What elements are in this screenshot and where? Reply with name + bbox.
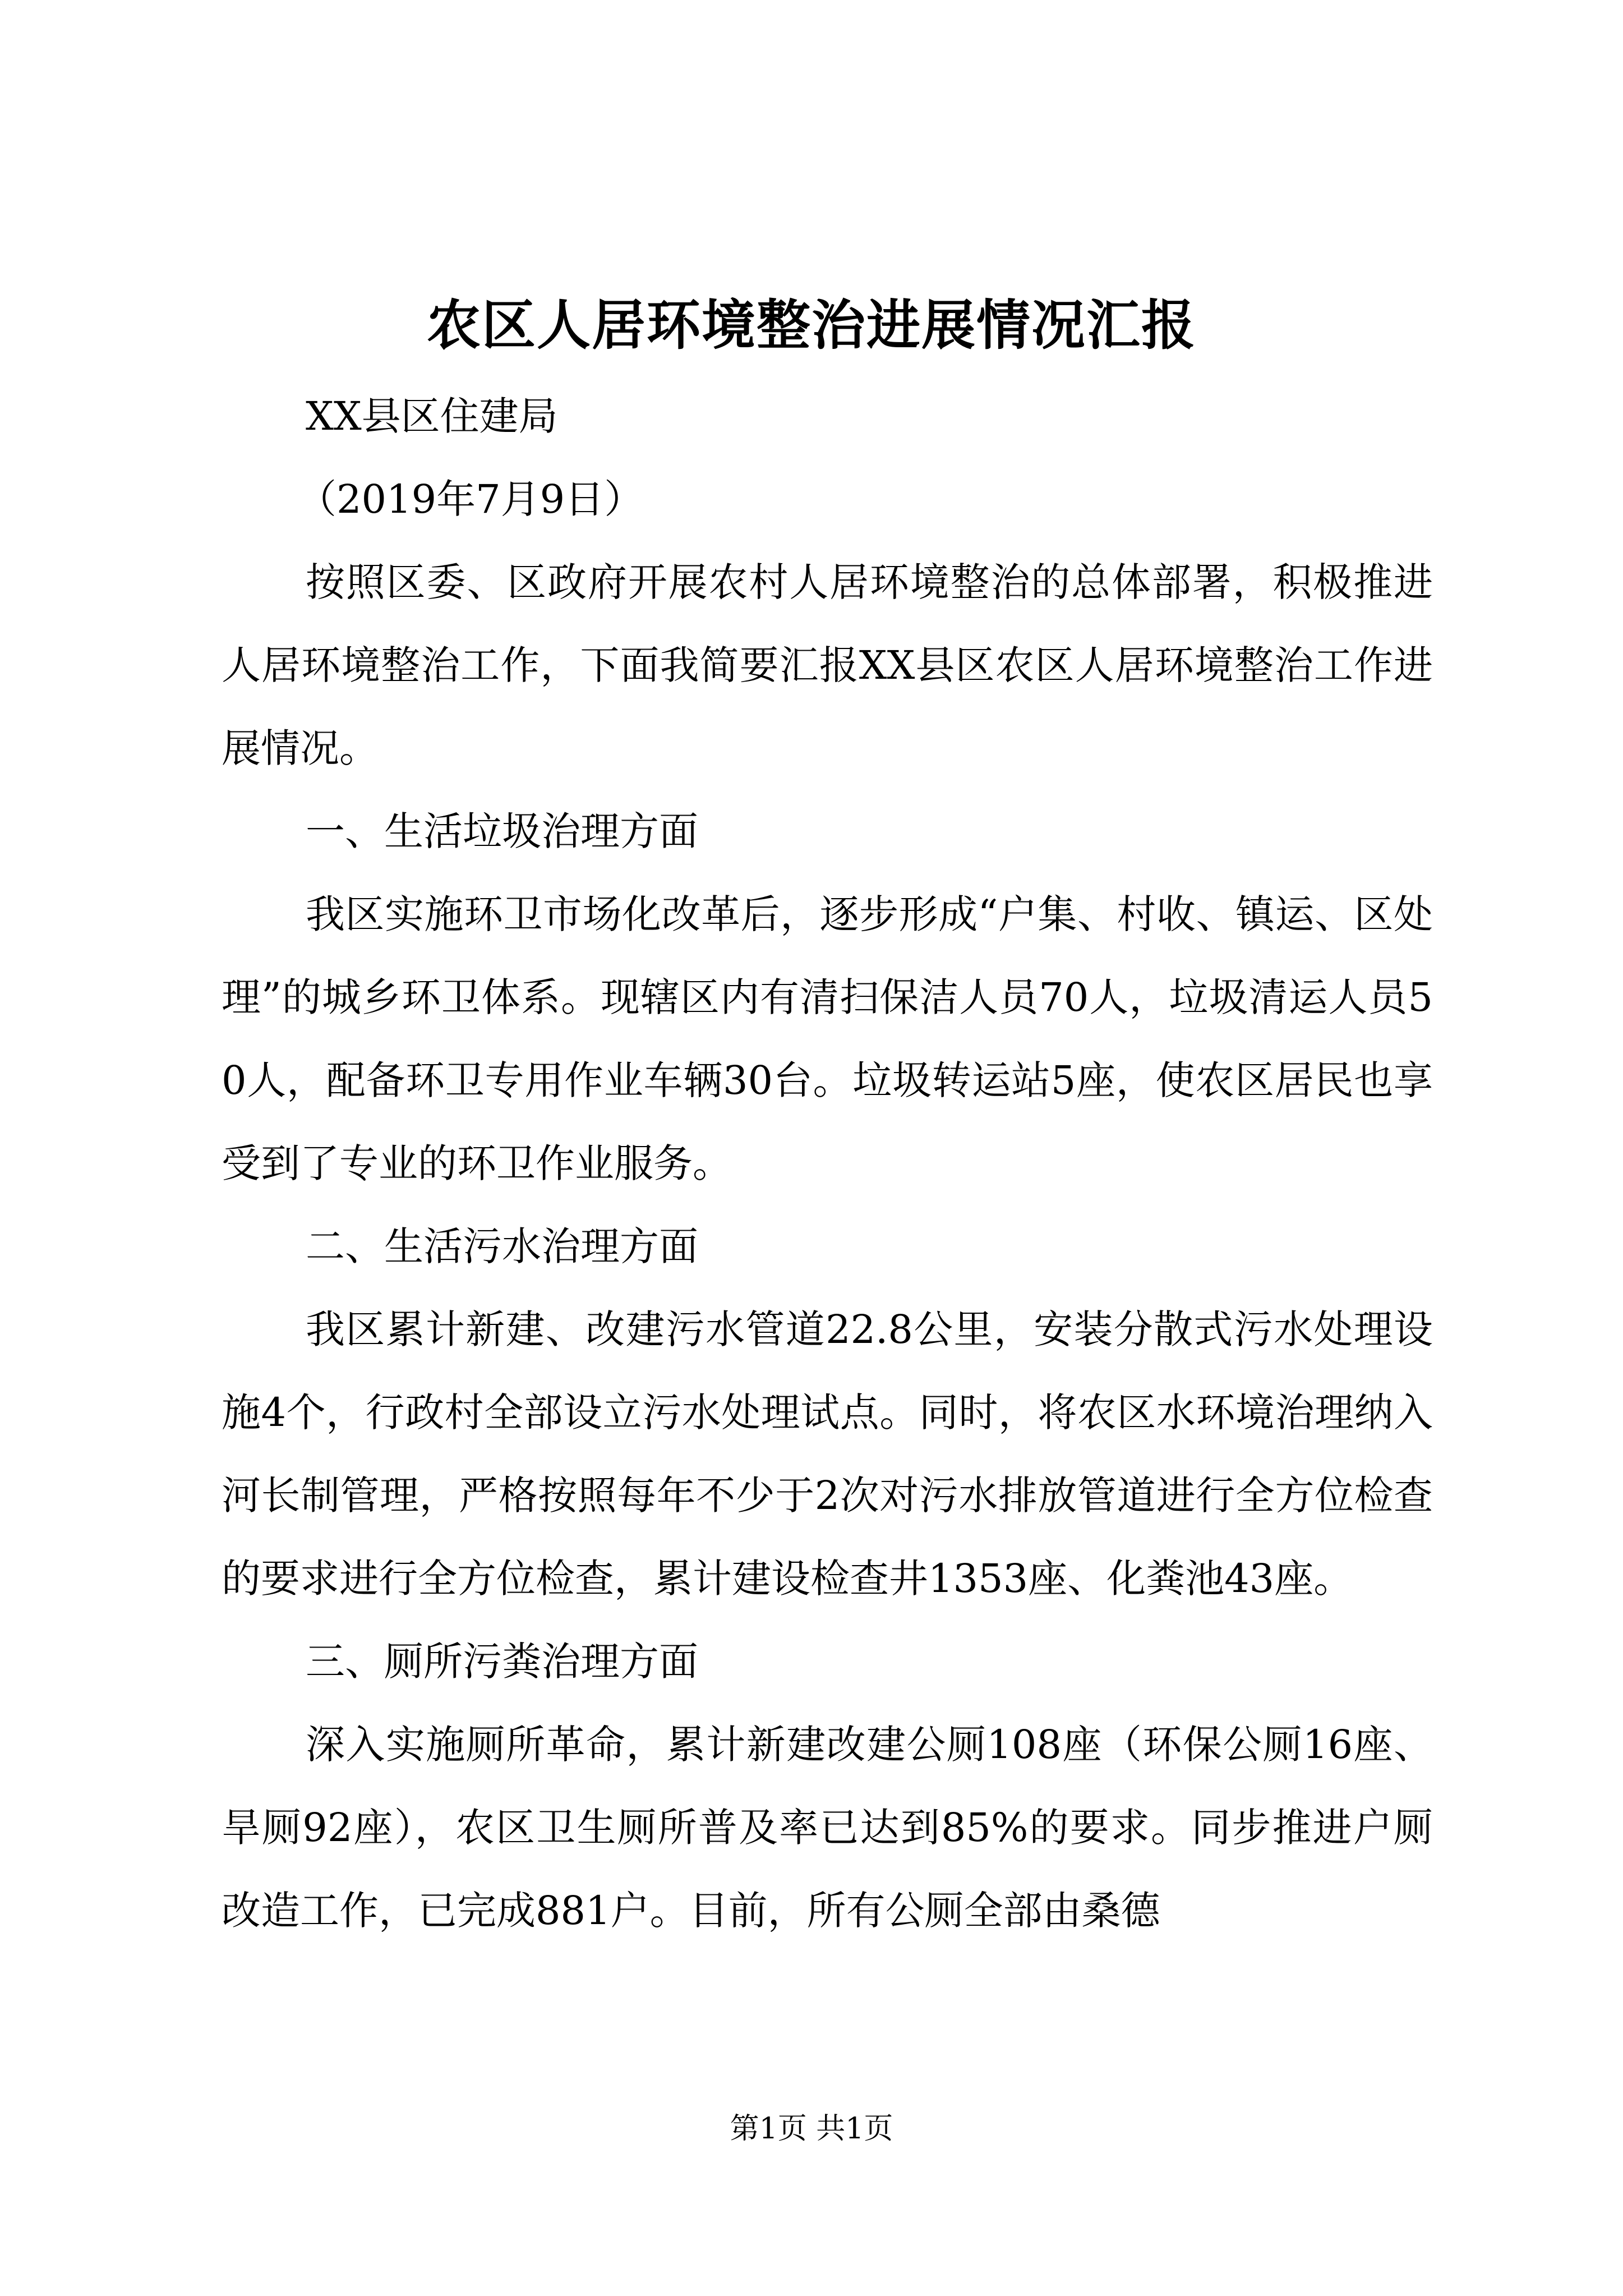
date-line: （2019年7月9日） bbox=[297, 476, 644, 522]
paragraph-intro: 按照区委、区政府开展农村人居环境整治的总体部署，积极推进人居环境整治工作，下面我简要汇报XX县区农区人居环境整治工作进展情况。 bbox=[222, 559, 1433, 771]
document-body bbox=[222, 375, 1433, 1952]
section-heading-garbage: 一、生活垃圾治理方面 bbox=[306, 808, 698, 854]
section-heading-sewage: 二、生活污水治理方面 bbox=[306, 1223, 698, 1269]
paragraph-garbage: 我区实施环卫市场化改革后，逐步形成“户集、村收、镇运、区处理”的城乡环卫体系。现辖区内有清扫保洁人员70人，垃圾清运人员50人，配备环卫专用作业车辆30台。垃圾转运站5座，使农区居民也享受到了专业的环卫作业服务。 bbox=[222, 891, 1433, 1186]
section-heading-toilet: 三、厕所污粪治理方面 bbox=[306, 1639, 698, 1685]
page-footer: 第1页 共1页 bbox=[730, 2112, 893, 2146]
document-title: 农区人居环境整治进展情况汇报 bbox=[427, 293, 1196, 357]
author-line: XX县区住建局 bbox=[306, 393, 558, 439]
paragraph-sewage: 我区累计新建、改建污水管道22.8公里，安装分散式污水处理设施4个，行政村全部设立污水处理试点。同时，将农区水环境治理纳入河长制管理，严格按照每年不少于2次对污水排放管道进行全方位检查的要求进行全方位检查，累计建设检查井1353座、化粪池43座。 bbox=[222, 1306, 1433, 1602]
paragraph-toilet: 深入实施厕所革命，累计新建改建公厕108座（环保公厕16座、旱厕92座），农区卫生厕所普及率已达到85%的要求。同步推进户厕改造工作，已完成881户。目前，所有公厕全部由桑德 bbox=[222, 1722, 1433, 1934]
